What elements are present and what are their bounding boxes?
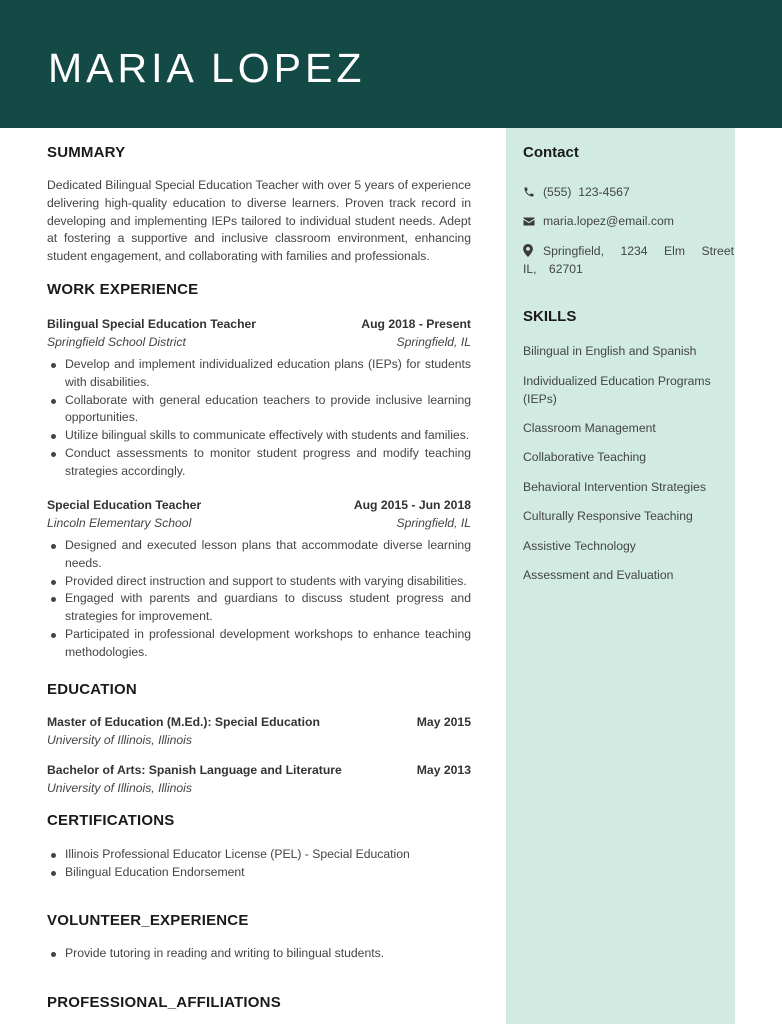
certification-item: Bilingual Education Endorsement [47, 864, 471, 882]
contact-address-text: Springfield, 1234 Elm Street IL, 62701 [523, 244, 734, 276]
education-degree: Bachelor of Arts: Spanish Language and Literature [47, 763, 342, 777]
job-role: Special Education Teacher [47, 498, 202, 512]
contact-phone [523, 183, 735, 201]
education-entry [47, 713, 471, 749]
job-header [47, 315, 471, 333]
summary-text: Dedicated Bilingual Special Education Teacher with over 5 years of experience delivering high-quality education to diverse learners. Proven track record in developing and implementing IEPs tailored to individual student needs. Adept at fostering a supportive and inclusive classroom environment, enhancing student engagement, and collaborating with families and professionals. [47, 178, 471, 264]
job-bullet: Participated in professional development workshops to enhance teaching methodologies. [47, 626, 471, 662]
job-organization: Springfield School District [47, 335, 186, 349]
certification-item: Illinois Professional Educator License (PEL) - Special Education [47, 846, 471, 864]
job-subheader [47, 514, 471, 532]
volunteer-title: VOLUNTEER_EXPERIENCE [47, 912, 249, 929]
job-location: Springfield, IL [396, 516, 471, 530]
certifications-title: CERTIFICATIONS [47, 812, 175, 829]
job-bullets [47, 356, 471, 481]
contact-address [523, 242, 734, 278]
education-school [47, 779, 471, 797]
education-school [47, 731, 471, 749]
contact-email [523, 212, 735, 230]
contact-phone-text: (555) 123-4567 [543, 185, 630, 199]
job-dates: Aug 2015 - Jun 2018 [353, 498, 471, 512]
contact-email-text[interactable]: maria.lopez@email.com [543, 214, 674, 228]
phone-icon [523, 186, 535, 198]
education-degree: Master of Education (M.Ed.): Special Education [47, 715, 320, 729]
job-subheader [47, 333, 471, 351]
education-school-text: University of Illinois, Illinois [47, 733, 192, 747]
work-experience-title: WORK EXPERIENCE [47, 281, 199, 298]
volunteer-list [47, 945, 471, 963]
job-bullet: Provided direct instruction and support to students with varying disabilities. [47, 573, 471, 591]
skills-title: SKILLS [523, 308, 577, 325]
job-bullets [47, 537, 471, 662]
job-bullet: Collaborate with general education teachers to provide inclusive learning opportunities. [47, 392, 471, 428]
header-banner [0, 0, 782, 128]
job-bullet: Engaged with parents and guardians to discuss student progress and strategies for improvement. [47, 590, 471, 626]
volunteer-item: Provide tutoring in reading and writing to bilingual students. [47, 945, 471, 963]
candidate-name: MARIA LOPEZ [48, 45, 366, 91]
education-header [47, 761, 471, 779]
job-organization: Lincoln Elementary School [47, 516, 192, 530]
education-date: May 2013 [416, 763, 471, 777]
job-entry [47, 315, 471, 481]
job-bullet: Conduct assessments to monitor student progress and modify teaching strategies accordingly. [47, 445, 471, 481]
job-bullet: Utilize bilingual skills to communicate effectively with students and families. [47, 427, 471, 445]
skill-item: Behavioral Intervention Strategies [523, 480, 706, 494]
job-header [47, 496, 471, 514]
skill-item: Individualized Education Programs (IEPs) [523, 374, 711, 406]
job-entry [47, 496, 471, 662]
envelope-icon [523, 216, 535, 227]
job-role: Bilingual Special Education Teacher [47, 317, 257, 331]
skill-item: Classroom Management [523, 421, 656, 435]
skill-item: Culturally Responsive Teaching [523, 509, 693, 523]
education-school-text: University of Illinois, Illinois [47, 781, 192, 795]
job-bullet: Designed and executed lesson plans that accommodate diverse learning needs. [47, 537, 471, 573]
skill-item: Collaborative Teaching [523, 450, 647, 464]
education-title: EDUCATION [47, 681, 137, 698]
certifications-list [47, 846, 471, 882]
job-location: Springfield, IL [396, 335, 471, 349]
job-dates: Aug 2018 - Present [361, 317, 471, 331]
skill-item: Assessment and Evaluation [523, 568, 674, 582]
contact-title: Contact [523, 144, 579, 161]
education-entry [47, 761, 471, 797]
map-marker-icon [523, 244, 533, 257]
sidebar [506, 128, 735, 1024]
skill-item: Assistive Technology [523, 539, 636, 553]
affiliations-title: PROFESSIONAL_AFFILIATIONS [47, 994, 281, 1011]
job-bullet: Develop and implement individualized education plans (IEPs) for students with disabilities. [47, 356, 471, 392]
education-header [47, 713, 471, 731]
summary-title: SUMMARY [47, 144, 126, 161]
skill-item: Bilingual in English and Spanish [523, 344, 697, 358]
education-date: May 2015 [416, 715, 471, 729]
